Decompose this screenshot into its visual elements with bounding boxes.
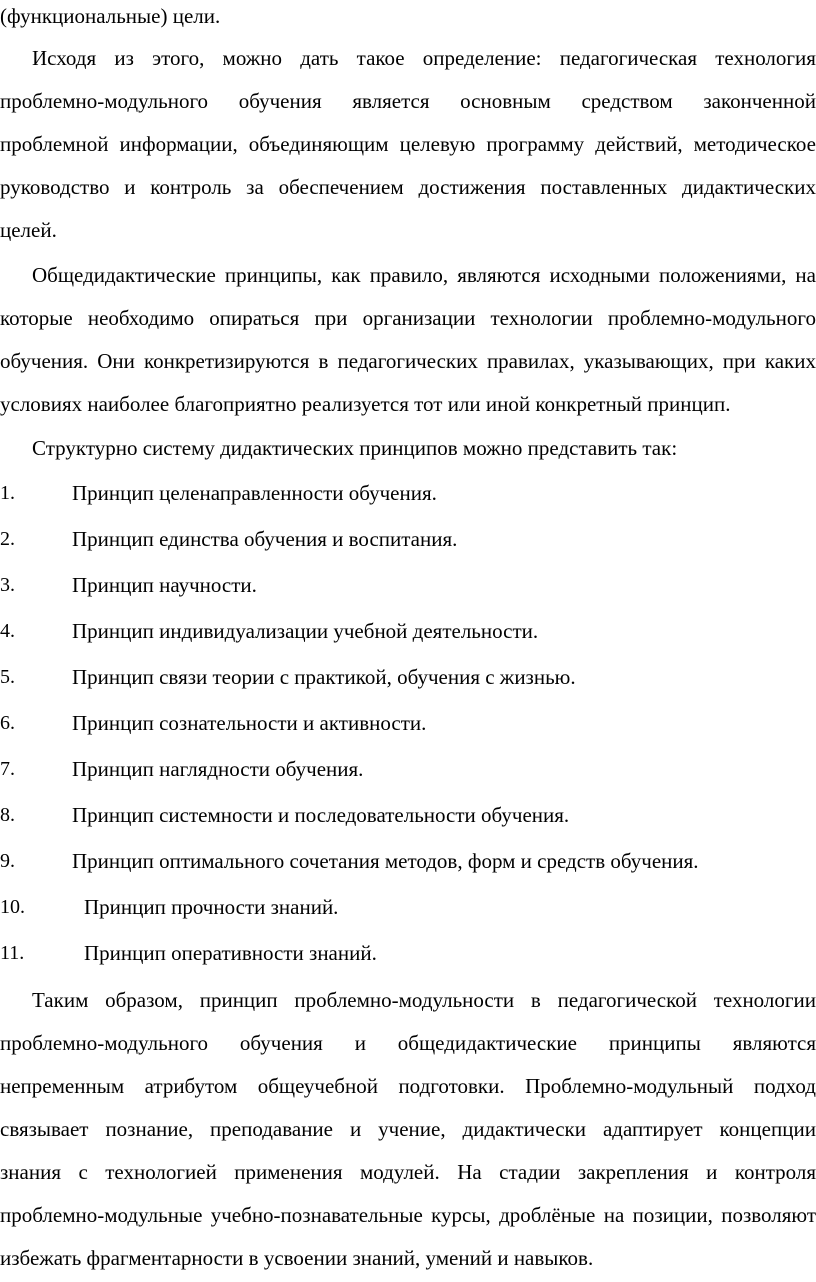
list-item-number: 9. <box>0 850 15 872</box>
word: и <box>706 1160 718 1184</box>
word: организации <box>362 306 476 330</box>
word: дроблёные <box>499 1203 596 1227</box>
list-item-text: Принцип оптимального сочетания методов, форм и средств обучения. <box>72 849 699 873</box>
word: связывает <box>0 1117 89 1141</box>
word: дидактических <box>682 175 816 199</box>
paragraph-4-line-1 <box>32 986 816 1014</box>
word: применения <box>234 1160 343 1184</box>
word: целевую <box>399 132 476 156</box>
word: исходными <box>549 263 650 287</box>
word: и <box>349 1117 362 1141</box>
word: знания <box>0 1160 61 1184</box>
word: познание, <box>105 1117 194 1141</box>
list-item-text: Принцип связи теории с практикой, обучения с жизнью. <box>72 665 576 689</box>
word: общедидактические <box>397 1031 577 1055</box>
paragraph-0-line-1: (функциональные) цели. <box>0 4 221 28</box>
list-item-number: 3. <box>0 574 15 596</box>
word: в <box>318 349 329 373</box>
paragraph-2-line-2 <box>0 304 816 332</box>
word: необходимо <box>87 306 195 330</box>
paragraph-2-line-3 <box>0 347 816 375</box>
paragraph-1-line-1 <box>32 44 816 72</box>
list-item-text: Принцип научности. <box>72 573 257 597</box>
word: подход <box>753 1074 816 1098</box>
word: принцип <box>199 988 278 1012</box>
word: проблемно-модульного <box>0 1031 209 1055</box>
word: конкретизируются <box>143 349 310 373</box>
list-item-number: 4. <box>0 620 15 642</box>
word: информации, <box>119 132 238 156</box>
word: проблемно-модульности <box>294 988 515 1012</box>
word: образом, <box>105 988 183 1012</box>
paragraph-4-line-6 <box>0 1201 816 1229</box>
word: проблемно-модульные <box>0 1203 203 1227</box>
word: этого, <box>152 46 205 70</box>
word: на <box>603 1203 625 1227</box>
paragraph-3-line-1: Структурно систему дидактических принципов можно представить так: <box>32 436 678 460</box>
word: является <box>352 89 430 113</box>
list-item-number: 5. <box>0 666 15 688</box>
word: правилах, <box>486 349 575 373</box>
word: проблемно-модульного <box>607 306 816 330</box>
word: можно <box>222 46 283 70</box>
word: в <box>530 988 541 1012</box>
word: концепции <box>719 1117 816 1141</box>
word: обучения <box>239 1031 323 1055</box>
word: основным <box>460 89 551 113</box>
word: опираться <box>209 306 300 330</box>
list-item-text: Принцип целенаправленности обучения. <box>72 481 437 505</box>
word: руководство <box>0 175 110 199</box>
list-item-text: Принцип единства обучения и воспитания. <box>72 527 458 551</box>
word: Проблемно-модульный <box>525 1074 734 1098</box>
word: педагогических <box>337 349 478 373</box>
word: объединяющим <box>248 132 389 156</box>
word: являются <box>457 263 541 287</box>
word: за <box>246 175 264 199</box>
word: контроль <box>150 175 232 199</box>
word: технологии <box>490 306 593 330</box>
word: обучения. <box>0 349 89 373</box>
word: поставленных <box>540 175 668 199</box>
word: положениями, <box>658 263 787 287</box>
word: действий, <box>595 132 683 156</box>
word: дать <box>300 46 339 70</box>
word: технологии <box>713 988 816 1012</box>
list-item-number: 8. <box>0 804 15 826</box>
word: атрибутом <box>144 1074 238 1098</box>
word: позиции, <box>632 1203 713 1227</box>
word: являются <box>732 1031 816 1055</box>
paragraph-1-line-3 <box>0 130 816 158</box>
word: дидактически <box>462 1117 586 1141</box>
word: закрепления <box>577 1160 689 1184</box>
word: и <box>124 175 136 199</box>
word: методическое <box>693 132 816 156</box>
word: достижения <box>418 175 526 199</box>
list-item-text: Принцип прочности знаний. <box>84 895 339 919</box>
word: правило, <box>369 263 449 287</box>
word: программу <box>486 132 585 156</box>
word: средством <box>581 89 673 113</box>
word: педагогическая <box>559 46 698 70</box>
list-item-number: 6. <box>0 712 15 734</box>
paragraph-1-line-2 <box>0 87 816 115</box>
word: на <box>795 263 816 287</box>
word: позволяют <box>721 1203 816 1227</box>
word: из <box>114 46 134 70</box>
word: указывающих, <box>583 349 714 373</box>
list-item-number: 10. <box>0 896 25 918</box>
paragraph-2-line-4: условиях наиболее благоприятно реализуется тот или иной конкретный принцип. <box>0 392 731 416</box>
word: курсы, <box>431 1203 491 1227</box>
word: Исходя <box>32 46 97 70</box>
paragraph-4-line-7: избежать фрагментарности в усвоении знаний, умений и навыков. <box>0 1246 594 1270</box>
word: такое <box>356 46 405 70</box>
word: проблемно-модульного <box>0 89 209 113</box>
paragraph-1-line-5: целей. <box>0 218 57 242</box>
paragraph-4-line-3 <box>0 1072 816 1100</box>
list-item-text: Принцип индивидуализации учебной деятельности. <box>72 619 539 643</box>
paragraph-2-line-1 <box>32 261 816 289</box>
word: педагогической <box>557 988 697 1012</box>
word: непременным <box>0 1074 125 1098</box>
word: принципы <box>608 1031 701 1055</box>
list-item-text: Принцип наглядности обучения. <box>72 757 364 781</box>
list-item-text: Принцип сознательности и активности. <box>72 711 427 735</box>
word: технология <box>715 46 816 70</box>
paragraph-1-line-4 <box>0 173 816 201</box>
word: обеспечением <box>278 175 404 199</box>
word: На <box>457 1160 482 1184</box>
word: которые <box>0 306 73 330</box>
word: и <box>354 1031 366 1055</box>
list-item-number: 11. <box>0 942 25 964</box>
word: подготовки. <box>398 1074 505 1098</box>
word: законченной <box>703 89 816 113</box>
word: определение: <box>422 46 542 70</box>
word: с <box>78 1160 88 1184</box>
list-item-number: 7. <box>0 758 15 780</box>
paragraph-4-line-2 <box>0 1029 816 1057</box>
word: Общедидактические <box>32 263 216 287</box>
word: как <box>331 263 361 287</box>
word: каких <box>764 349 816 373</box>
list-item-number: 1. <box>0 482 15 504</box>
word: адаптирует <box>602 1117 703 1141</box>
list-item-text: Принцип системности и последовательности обучения. <box>72 803 570 827</box>
paragraph-4-line-4 <box>0 1115 816 1143</box>
paragraph-4-line-5 <box>0 1158 816 1186</box>
word: учебно-познавательные <box>210 1203 423 1227</box>
word: модулей. <box>360 1160 440 1184</box>
word: при <box>722 349 756 373</box>
word: технологией <box>105 1160 217 1184</box>
list-item-text: Принцип оперативности знаний. <box>84 941 377 965</box>
list-item-number: 2. <box>0 528 15 550</box>
word: обучения <box>238 89 322 113</box>
word: Они <box>97 349 135 373</box>
word: Таким <box>32 988 89 1012</box>
word: при <box>314 306 348 330</box>
word: принципы, <box>224 263 323 287</box>
word: общеучебной <box>257 1074 378 1098</box>
word: стадии <box>499 1160 561 1184</box>
word: проблемной <box>0 132 109 156</box>
word: контроля <box>734 1160 816 1184</box>
word: учение, <box>378 1117 446 1141</box>
word: преподавание <box>210 1117 333 1141</box>
